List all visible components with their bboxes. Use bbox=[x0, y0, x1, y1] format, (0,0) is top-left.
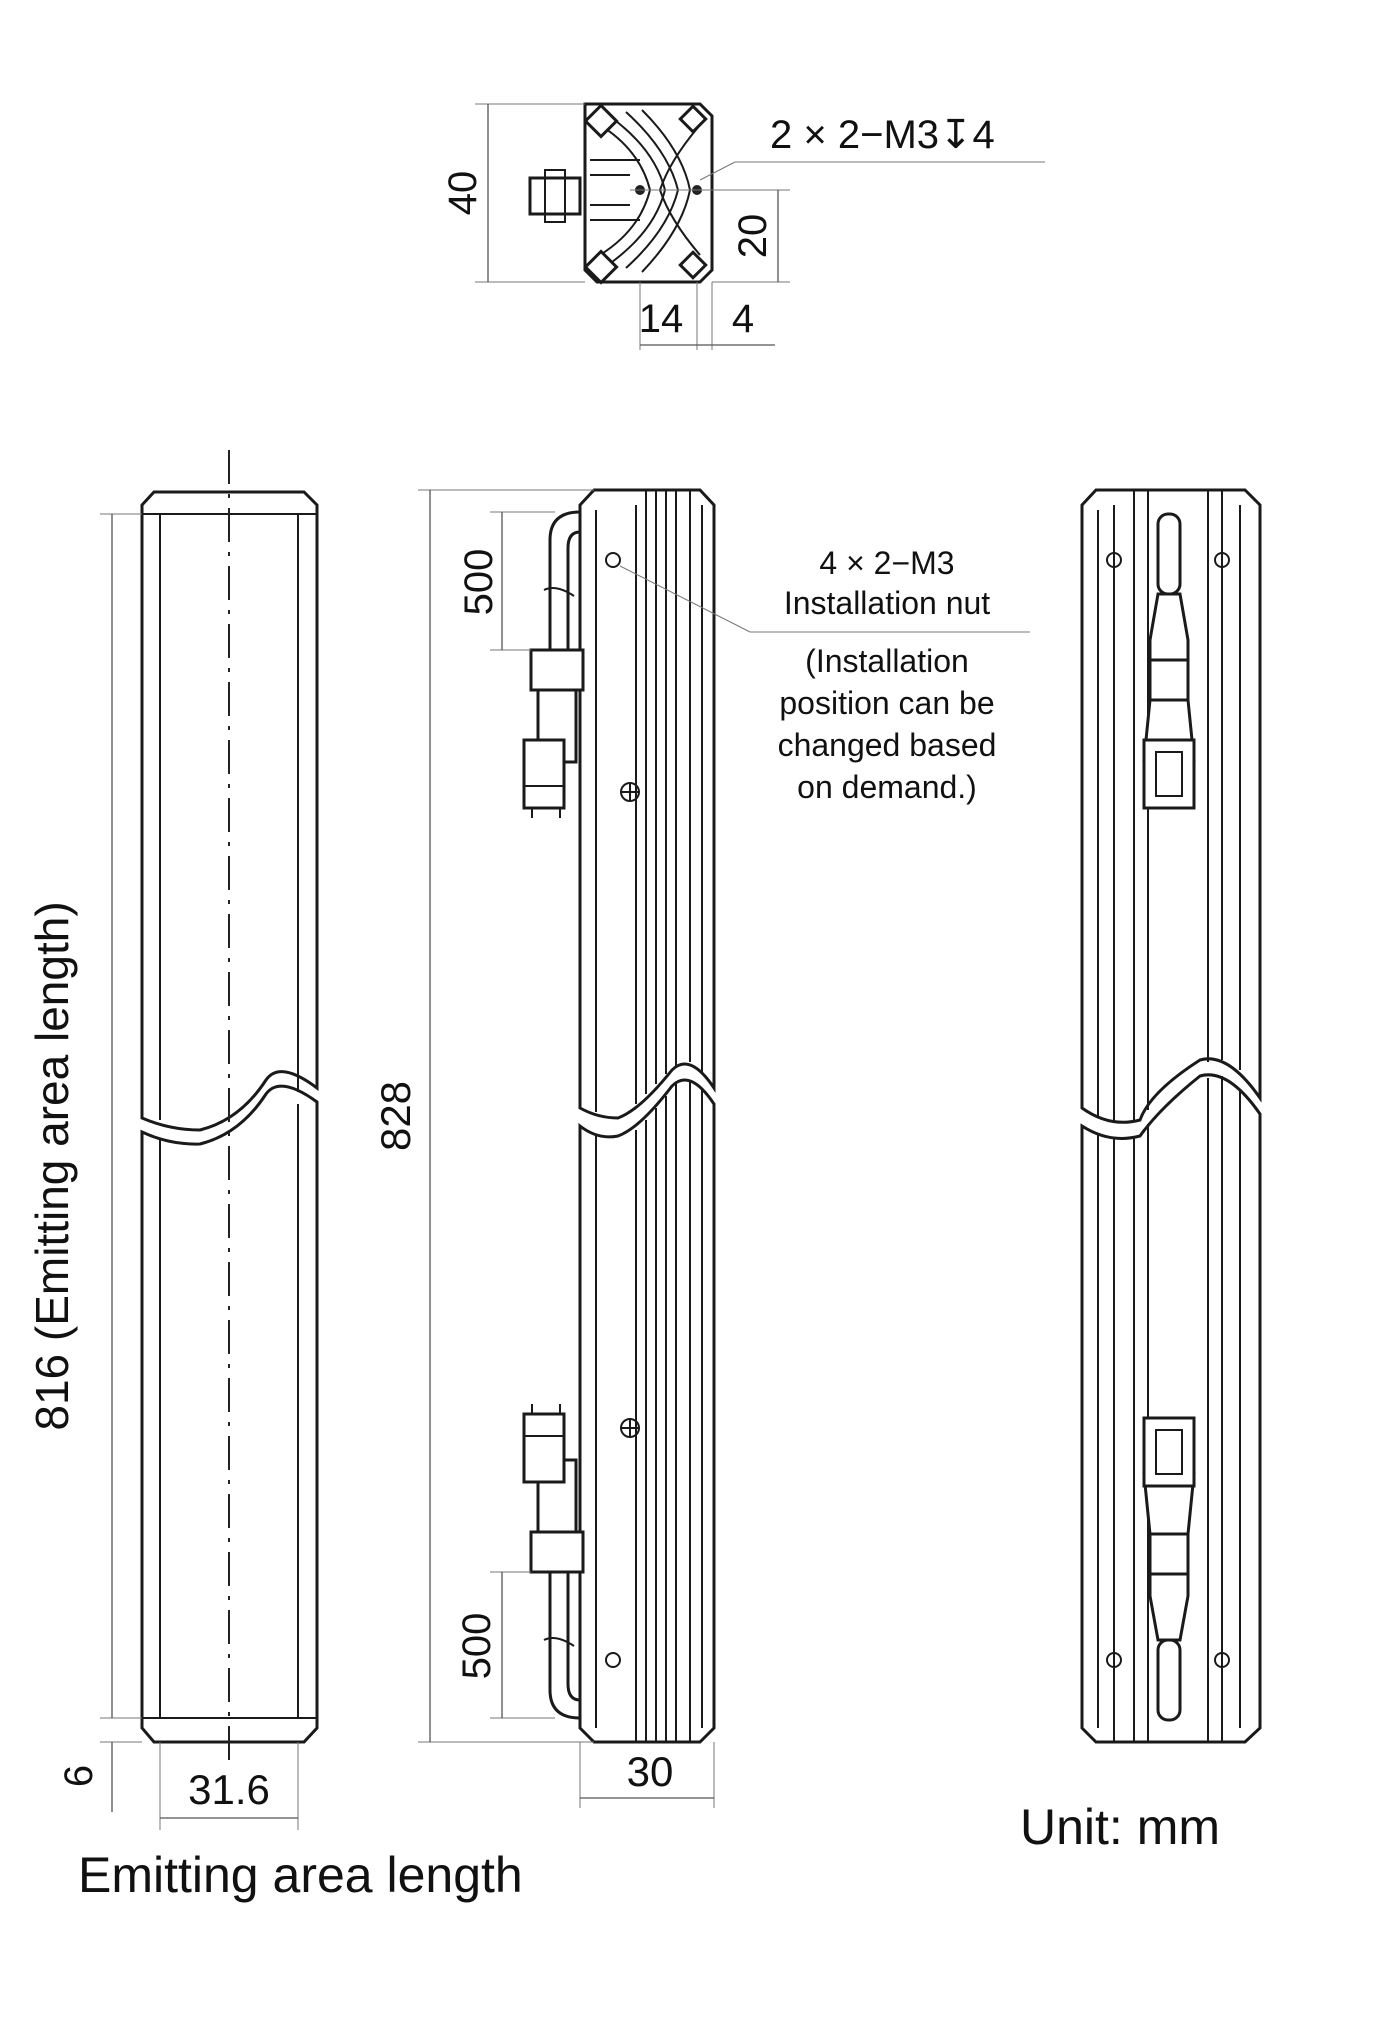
unit-label: Unit: mm bbox=[1020, 1799, 1220, 1855]
nut-note-line-3: changed based bbox=[777, 727, 997, 763]
end-cap-label: 6 bbox=[57, 1764, 101, 1788]
end-height-label: 40 bbox=[441, 170, 485, 216]
end-view-connector bbox=[530, 178, 580, 214]
cable-top-label: 500 bbox=[457, 548, 501, 616]
lower-cable-plug bbox=[531, 1532, 583, 1572]
back-view bbox=[1082, 490, 1260, 1742]
back-upper-plug bbox=[1150, 660, 1188, 700]
nut-note-line-1: (Installation bbox=[805, 643, 969, 679]
side-view bbox=[372, 490, 1030, 1808]
upper-cable-connector bbox=[524, 740, 564, 808]
back-lower-plug bbox=[1150, 1534, 1188, 1574]
front-width-label: 31.6 bbox=[188, 1766, 270, 1813]
back-lower-cable bbox=[1158, 1640, 1180, 1720]
overall-length-label: 828 bbox=[372, 1080, 419, 1152]
end-edge-label: 4 bbox=[731, 297, 755, 341]
end-view-thread-label: 2 × 2−M3↧4 bbox=[770, 113, 995, 157]
lower-cable bbox=[550, 1572, 580, 1718]
emitting-area-caption: Emitting area length bbox=[78, 1847, 523, 1903]
end-width-label: 14 bbox=[638, 297, 684, 341]
end-offset-label: 20 bbox=[731, 213, 775, 259]
cable-bottom-label: 500 bbox=[455, 1612, 499, 1680]
side-width-label: 30 bbox=[626, 1748, 674, 1795]
nut-note-line-2: position can be bbox=[779, 685, 995, 721]
nut-spec-label: 4 × 2−M3 bbox=[819, 545, 955, 581]
nut-name-label: Installation nut bbox=[783, 585, 991, 621]
front-view bbox=[26, 450, 317, 1830]
lower-cable-connector bbox=[524, 1414, 564, 1482]
back-lower-connector bbox=[1144, 1418, 1194, 1486]
nut-note-line-4: on demand.) bbox=[797, 769, 977, 805]
end-view bbox=[441, 104, 1045, 350]
emitting-length-label: 816 (Emitting area length) bbox=[26, 901, 78, 1431]
back-upper-connector bbox=[1144, 740, 1194, 808]
back-upper-cable bbox=[1158, 514, 1180, 594]
upper-cable-plug bbox=[531, 650, 583, 690]
